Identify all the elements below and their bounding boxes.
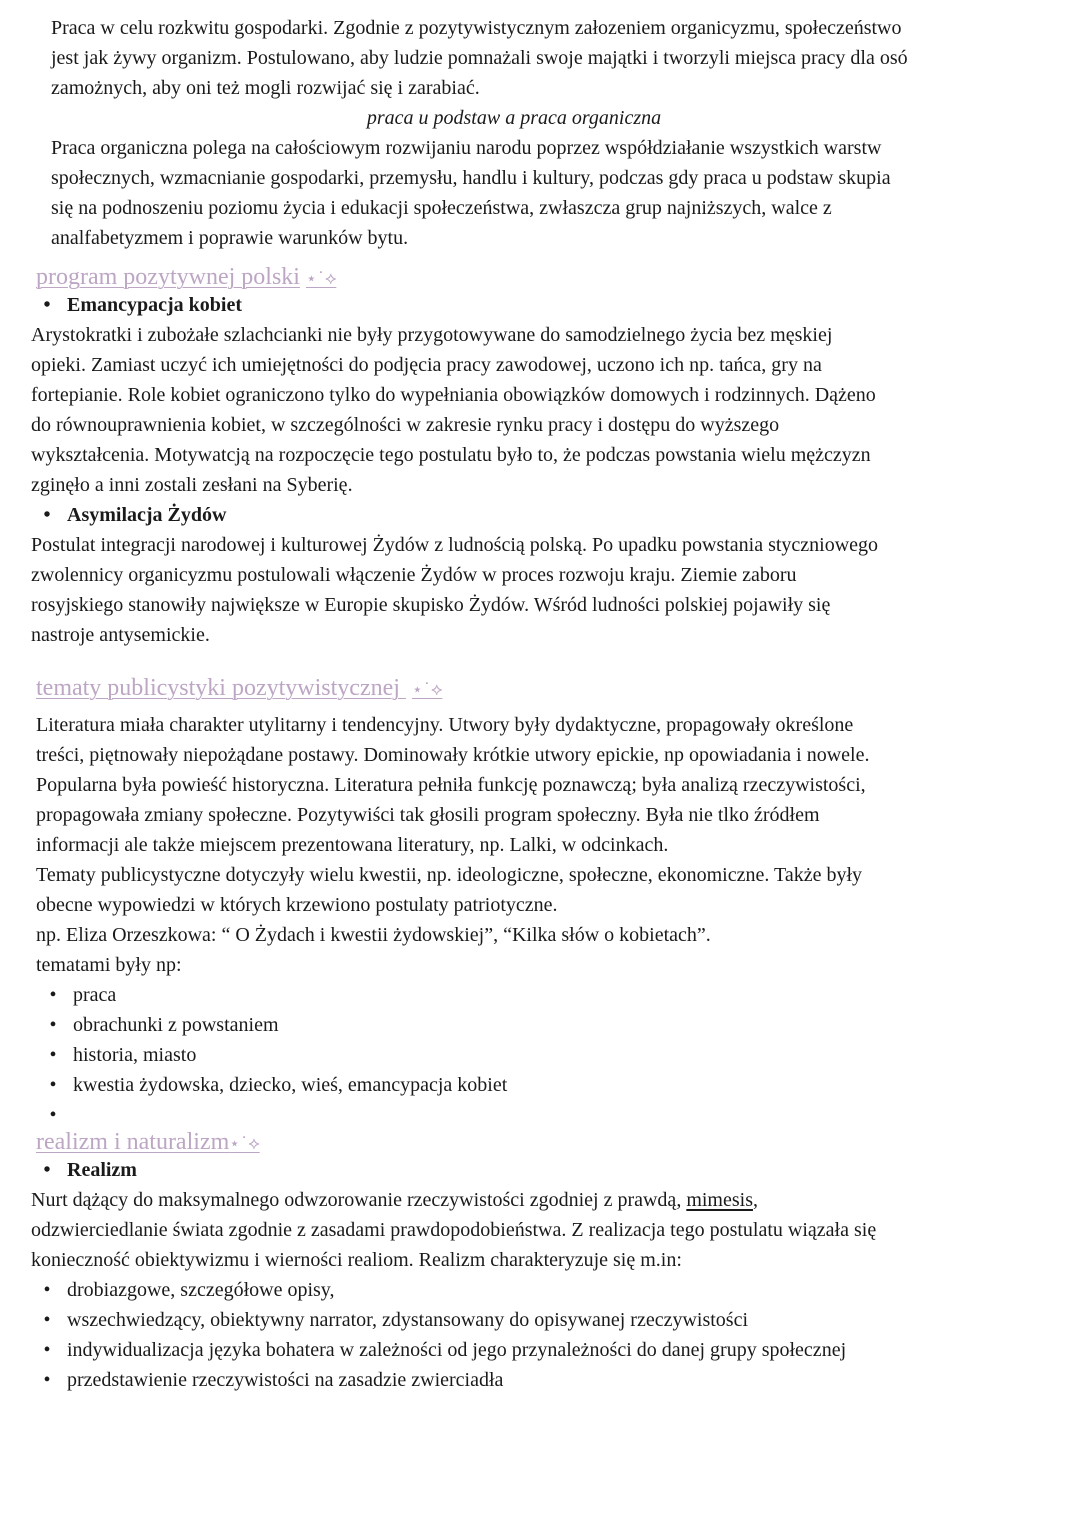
bullet-icon: •	[49, 984, 57, 1006]
intro-line: analfabetyzmem i poprawie warunków bytu.	[51, 227, 409, 249]
body-line: rosyjskiego stanowiły największe w Europie skupisko Żydów. Wśród ludności polskiej pojawiły się	[31, 594, 831, 616]
body-line: nastroje antysemickie.	[31, 624, 210, 646]
body-line: opieki. Zamiast uczyć ich umiejętności do podjęcia pracy zawodowej, uczono ich np. tańca, gry na	[31, 354, 822, 376]
body-line: konieczność obiektywizmu i wierności realiom. Realizm charakteryzuje się m.in:	[31, 1249, 682, 1271]
heading-text: program pozytywnej polski	[36, 264, 300, 290]
topic-text: kwestia żydowska, dziecko, wieś, emancypacja kobiet	[73, 1074, 508, 1096]
intro-line: się na podnoszeniu poziomu życia i edukacji społeczeństwa, zwłaszcza grup najniższych, walce z	[51, 197, 832, 219]
sparkle-stars-icon: ⋆˙⟡	[411, 680, 443, 700]
text-segment: ,	[752, 1189, 758, 1211]
body-line: fortepianie. Role kobiet ograniczono tylko do wypełniania obowiązków domowych i rodzinnych. Dążeno	[31, 384, 876, 406]
body-line: wykształcenia. Motywatcją na rozpoczęcie tego postulatu było to, że podczas powstania wielu mężczyzn	[31, 444, 871, 466]
sparkle-stars-icon: ⋆˙⟡	[305, 269, 337, 289]
bullet-icon: •	[49, 1104, 57, 1126]
topic-text: obrachunki z powstaniem	[73, 1014, 279, 1036]
body-line: zwolennicy organicyzmu postulowali włączenie Żydów w proces rozwoju kraju. Ziemie zaboru	[31, 564, 797, 586]
body-line: Postulat integracji narodowej i kulturowej Żydów z ludnością polską. Po upadku powstania styczniowego	[31, 534, 879, 556]
sparkle-stars-icon: ⋆˙⟡	[229, 1134, 260, 1154]
body-line: treści, piętnowały niepożądane postawy. Dominowały krótkie utwory epickie, np opowiadania i nowele.	[36, 744, 870, 766]
body-line: tematami były np:	[36, 954, 182, 976]
topic-text: praca	[73, 984, 117, 1006]
bullet-icon: •	[43, 1309, 51, 1331]
bullet-icon: •	[49, 1074, 57, 1096]
item-title: Realizm	[67, 1159, 137, 1181]
section-heading-tematy[interactable]	[36, 673, 442, 705]
bullet-icon: •	[43, 1159, 51, 1181]
bullet-icon: •	[43, 1279, 51, 1301]
bullet-icon: •	[43, 504, 51, 526]
intro-line: Praca w celu rozkwitu gospodarki. Zgodnie z pozytywistycznym załozeniem organicyzmu, społeczeństwo	[51, 17, 902, 39]
body-line: zginęło a inni zostali zesłani na Syberię.	[31, 474, 353, 496]
body-line: Arystokratki i zubożałe szlachcianki nie były przygotowywane do samodzielnego życia bez męskiej	[31, 324, 833, 346]
body-line: propagowała zmiany społeczne. Pozytywiści tak głosili program społeczny. Była nie tlko źródłem	[36, 804, 820, 826]
bullet-icon: •	[49, 1044, 57, 1066]
bullet-icon: •	[43, 1369, 51, 1391]
heading-text: realizm i naturalizm	[36, 1129, 230, 1155]
bullet-icon: •	[49, 1014, 57, 1036]
heading-text: tematy publicystyki pozytywistycznej	[36, 675, 406, 701]
body-line: odzwierciedlanie świata zgodnie z zasadami prawdopodobieństwa. Z realizacja tego postulatu wiązała się	[31, 1219, 877, 1241]
intro-line: Praca organiczna polega na całościowym rozwijaniu narodu poprzez współdziałanie wszystkich warstw	[51, 137, 882, 159]
subheading: praca u podstaw a praca organiczna	[366, 107, 662, 129]
feature-text: wszechwiedzący, obiektywny narrator, zdystansowany do opisywanej rzeczywistości	[67, 1309, 749, 1331]
mimesis-link[interactable]: mimesis	[686, 1189, 753, 1211]
feature-text: drobiazgowe, szczegółowe opisy,	[67, 1279, 335, 1301]
body-line: np. Eliza Orzeszkowa: “ O Żydach i kwestii żydowskiej”, “Kilka słów o kobietach”.	[36, 924, 711, 946]
bullet-icon: •	[43, 294, 51, 316]
intro-line: jest jak żywy organizm. Postulowano, aby ludzie pomnażali swoje majątki i tworzyli miejsca pracy dla osó	[51, 47, 908, 69]
feature-text: przedstawienie rzeczywistości na zasadzie zwierciadła	[67, 1369, 504, 1391]
topic-text: historia, miasto	[73, 1044, 197, 1066]
body-line: informacji ale także miejscem prezentowana literatury, np. Lalki, w odcinkach.	[36, 834, 669, 856]
intro-line: zamożnych, aby oni też mogli rozwijać się i zarabiać.	[51, 77, 480, 99]
bullet-icon: •	[43, 1339, 51, 1361]
text-segment: Nurt dążący do maksymalnego odwzorowanie rzeczywistości zgodniej z prawdą,	[31, 1189, 687, 1211]
body-line: Literatura miała charakter utylitarny i tendencyjny. Utwory były dydaktyczne, propagowały określone	[36, 714, 854, 736]
intro-line: społecznych, wzmacnianie gospodarki, przemysłu, handlu i kultury, podczas gdy praca u podstaw skupia	[51, 167, 891, 189]
body-line: Tematy publicystyczne dotyczyły wielu kwestii, np. ideologiczne, społeczne, ekonomiczne. Także były	[36, 864, 863, 886]
body-line: do równouprawnienia kobiet, w szczególności w zakresie rynku pracy i dostępu do wyższego	[31, 414, 780, 436]
body-line	[31, 1185, 758, 1215]
item-title: Asymilacja Żydów	[67, 504, 227, 526]
feature-text: indywidualizacja języka bohatera w zależności od jego przynależności do danej grupy społecznej	[67, 1339, 847, 1361]
body-line: obecne wypowiedzi w których krzewiono postulaty patriotyczne.	[36, 894, 558, 916]
item-title: Emancypacja kobiet	[67, 294, 242, 316]
body-line: Popularna była powieść historyczna. Literatura pełniła funkcję poznawczą; była analizą rzeczywistości,	[36, 774, 866, 796]
